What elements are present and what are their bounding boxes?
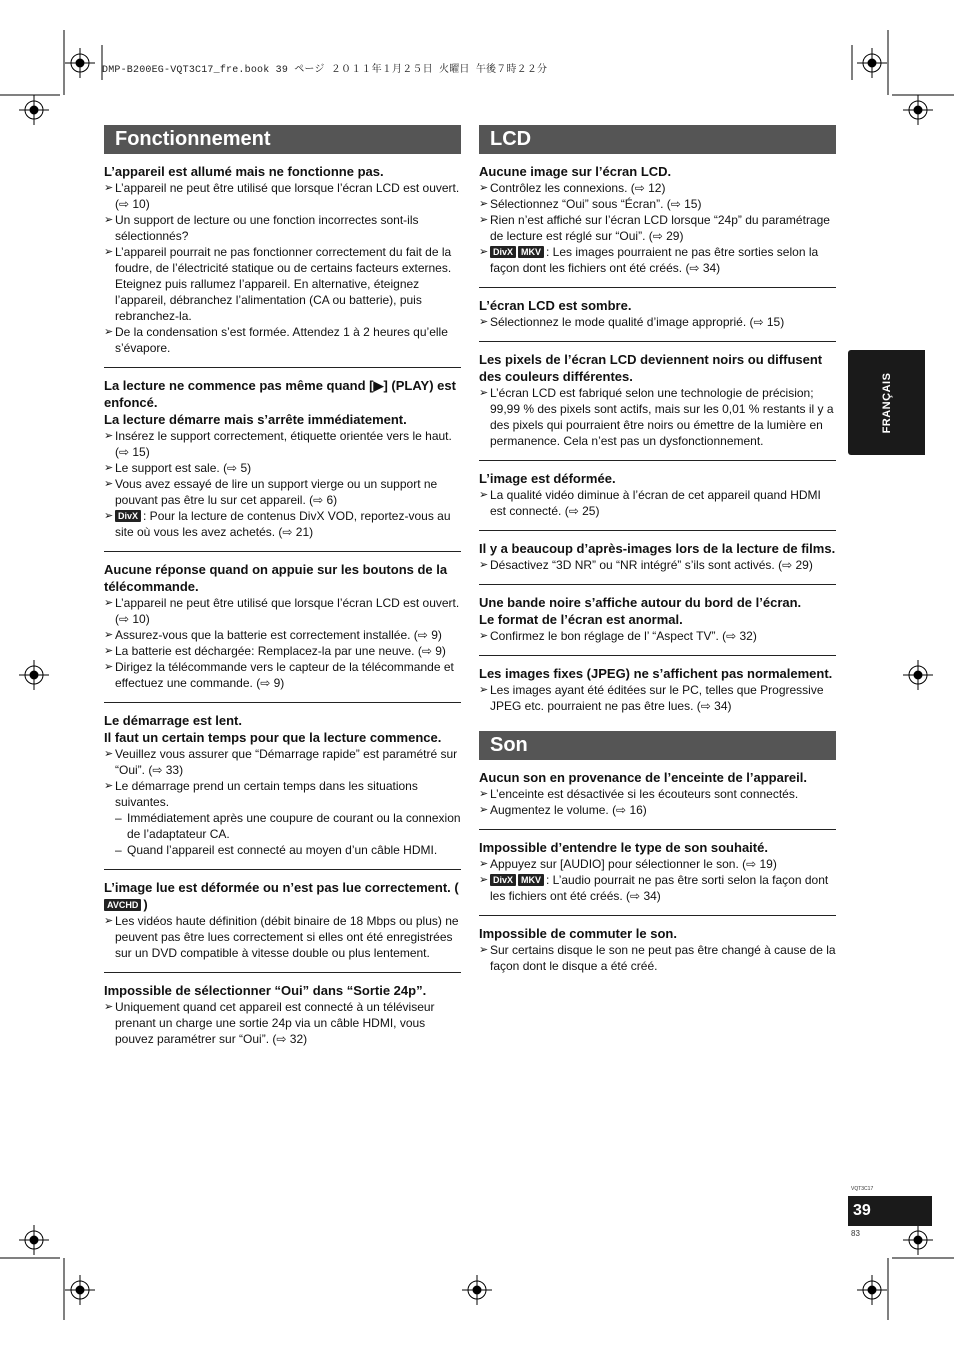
answer-text: Les images ayant été éditées sur le PC, telles que Progressive JPEG etc. pourraient ne pas être lues. (⇨ 34) [490,683,824,713]
question-text: L’image lue est déformée ou n’est pas lue correctement. ( [104,880,459,895]
faq-section [104,702,461,869]
question-heading [479,839,836,856]
arrow-bullet-icon: ➢ [104,214,114,226]
answer-item [479,682,836,714]
answer-text: Rien n’est affiché sur l’écran LCD lorsque “24p” du paramétrage de lecture est réglé sur “Oui”. (⇨ 29) [490,213,830,243]
page-number: 39 [848,1196,932,1226]
answer-item [104,324,461,356]
arrow-bullet-icon: ➢ [479,559,489,571]
answer-item [104,180,461,212]
answer-item [479,557,836,573]
answer-item [104,212,461,244]
dash-bullet-icon: – [115,843,122,857]
answer-item [479,180,836,196]
question-heading [104,712,461,729]
faq-section [479,915,836,985]
answer-item [479,487,836,519]
faq-section [104,551,461,702]
answer-text: Le support est sale. (⇨ 5) [115,461,252,475]
format-badge: DivX [490,246,516,258]
section-title-fonctionnement: Fonctionnement [104,125,461,154]
question-text: L’écran LCD est sombre. [479,298,632,313]
arrow-bullet-icon: ➢ [104,597,114,609]
right-column [479,125,836,985]
arrow-bullet-icon: ➢ [479,489,489,501]
answer-item [104,508,461,540]
answer-text: Sélectionnez “Oui” sous “Écran”. (⇨ 15) [490,197,702,211]
answer-text: Insérez le support correctement, étiquette orientée vers le haut. (⇨ 15) [115,429,452,459]
answer-text: Dirigez la télécommande vers le capteur de la télécommande et effectuez une commande. (⇨ 9) [115,660,454,690]
answer-item [104,476,461,508]
arrow-bullet-icon: ➢ [104,661,114,673]
language-tab-label: FRANÇAIS [880,372,893,433]
faq-section [479,530,836,584]
answer-text: : Les images pourraient ne pas être sorties selon la façon dont les fichiers ont été créés. (⇨ 34) [490,245,819,275]
answer-subitem [104,810,461,842]
answer-text: Augmentez le volume. (⇨ 16) [490,803,647,817]
arrow-bullet-icon: ➢ [104,748,114,760]
answer-text: Contrôlez les connexions. (⇨ 12) [490,181,666,195]
answer-text: Désactivez “3D NR” ou “NR intégré” s’ils sont activés. (⇨ 29) [490,558,813,572]
arrow-bullet-icon: ➢ [104,645,114,657]
question-heading [479,163,836,180]
question-text: L’image est déformée. [479,471,616,486]
question-tail: ) [143,897,148,912]
answer-item [104,913,461,961]
question-heading [104,377,461,411]
arrow-bullet-icon: ➢ [104,629,114,641]
faq-section [479,769,836,829]
arrow-bullet-icon: ➢ [479,630,489,642]
question-text: Les pixels de l’écran LCD deviennent noirs ou diffusent des couleurs différentes. [479,352,823,384]
arrow-bullet-icon: ➢ [479,684,489,696]
language-tab [848,350,925,455]
format-badge: MKV [518,874,544,886]
question-text: Le démarrage est lent. [104,713,242,728]
question-text: Aucun son en provenance de l’enceinte de l’appareil. [479,770,807,785]
answer-text: Sélectionnez le mode qualité d’image approprié. (⇨ 15) [490,315,785,329]
lcd-sections [479,163,836,725]
answer-text: L’appareil ne peut être utilisé que lorsque l’écran LCD est ouvert. (⇨ 10) [115,181,460,211]
question-heading [104,411,461,428]
question-text: Il faut un certain temps pour que la lecture commence. [104,730,442,745]
arrow-bullet-icon: ➢ [479,944,489,956]
arrow-bullet-icon: ➢ [479,858,489,870]
faq-section [104,972,461,1058]
question-text: L’appareil est allumé mais ne fonctionne pas. [104,164,384,179]
answer-text: : Pour la lecture de contenus DivX VOD, reportez-vous au site où vous les avez achetés. (⇨ 21) [115,509,451,539]
section-title-lcd: LCD [479,125,836,154]
arrow-bullet-icon: ➢ [479,182,489,194]
question-text: Impossible de sélectionner “Oui” dans “Sortie 24p”. [104,983,427,998]
faq-section [479,655,836,725]
answer-item [479,385,836,449]
son-sections [479,769,836,985]
question-text: Impossible d’entendre le type de son souhaité. [479,840,768,855]
question-text: Le format de l’écran est anormal. [479,612,683,627]
answer-item [479,786,836,802]
faq-section [479,460,836,530]
arrow-bullet-icon: ➢ [479,214,489,226]
answer-item [104,999,461,1047]
arrow-bullet-icon: ➢ [104,478,114,490]
print-header-line: DMP-B200EG-VQT3C17_fre.book 39 ページ ２０１１年１月２５日 火曜日 午後７時２２分 [102,65,548,76]
arrow-bullet-icon: ➢ [479,874,489,886]
answer-item [104,643,461,659]
answer-text: L’enceinte est désactivée si les écouteurs sont connectés. [490,787,799,801]
question-heading [479,351,836,385]
answer-text: Sur certains disque le son ne peut pas être changé à cause de la façon dont le disque a été créé. [490,943,836,973]
answer-subitem [104,842,461,858]
arrow-bullet-icon: ➢ [479,198,489,210]
subitem-text: Quand l’appareil est connecté au moyen d’un câble HDMI. [127,843,438,857]
format-badge: DivX [115,510,141,522]
answer-item [479,856,836,872]
arrow-bullet-icon: ➢ [479,316,489,328]
question-text: Il y a beaucoup d’après-images lors de la lecture de films. [479,541,836,556]
question-text: Les images fixes (JPEG) ne s’affichent pas normalement. [479,666,833,681]
question-heading [479,769,836,786]
question-heading [104,729,461,746]
answer-text: Uniquement quand cet appareil est connecté à un téléviseur prenant un charge une sortie 24p via un câble HDMI, vous pouvez paramétrer sur “Oui”. (⇨ 32) [115,1000,435,1046]
answer-text: Assurez-vous que la batterie est correctement installée. (⇨ 9) [115,628,442,642]
arrow-bullet-icon: ➢ [104,182,114,194]
arrow-bullet-icon: ➢ [479,788,489,800]
question-heading [479,470,836,487]
answer-text: : L’audio pourrait ne pas être sorti selon la façon dont les fichiers ont été créés. (⇨ 34) [490,873,829,903]
arrow-bullet-icon: ➢ [104,780,114,792]
answer-text: Veuillez vous assurer que “Démarrage rapide” est paramétré sur “Oui”. (⇨ 33) [115,747,458,777]
faq-section [104,869,461,972]
question-heading [104,163,461,180]
arrow-bullet-icon: ➢ [479,246,489,258]
arrow-bullet-icon: ➢ [104,326,114,338]
answer-item [104,244,461,324]
question-text: Impossible de commuter le son. [479,926,677,941]
faq-section [479,584,836,655]
faq-section [479,341,836,460]
question-heading [479,540,836,557]
section-title-son: Son [479,731,836,760]
question-text: La lecture démarre mais s’arrête immédiatement. [104,412,407,427]
question-text: Une bande noire s’affiche autour du bord de l’écran. [479,595,802,610]
answer-item [479,244,836,276]
answer-item [479,872,836,904]
format-badge: AVCHD [104,899,141,911]
answer-text: La batterie est déchargée: Remplacez-la par une neuve. (⇨ 9) [115,644,446,658]
answer-text: L’appareil pourrait ne pas fonctionner correctement du fait de la foudre, de l’électricité statique ou de certains facteurs externes. Eteignez puis rallumez l’appareil. En alternative, éteignez l’appareil, débranchez l’alimentation (CA ou batterie), puis rebranchez-la. [115,245,452,323]
answer-text: L’écran LCD est fabriqué selon une technologie de précision; 99,99 % des pixels sont actifs, mais sur les 0,01 % restants il y a des pixels qui pourraient être noirs ou émettre de la lumière en permanence. Cela n’est pas un dysfonctionnement. [490,386,834,448]
secondary-page-number: 83 [851,1229,860,1238]
fonctionnement-sections [104,163,461,1058]
answer-item [479,628,836,644]
question-heading [479,611,836,628]
question-heading [104,982,461,999]
question-text: Aucune image sur l’écran LCD. [479,164,672,179]
subitem-text: Immédiatement après une coupure de courant ou la connexion de l’adaptateur CA. [127,811,461,841]
answer-item [104,627,461,643]
faq-section [479,163,836,287]
answer-item [104,460,461,476]
answer-text: Le démarrage prend un certain temps dans les situations suivantes. [115,779,418,809]
arrow-bullet-icon: ➢ [104,430,114,442]
answer-item [479,212,836,244]
answer-item [479,802,836,818]
faq-section [104,367,461,551]
arrow-bullet-icon: ➢ [104,462,114,474]
answer-item [104,659,461,691]
question-heading [104,561,461,595]
question-heading [104,879,461,913]
answer-item [104,428,461,460]
arrow-bullet-icon: ➢ [104,246,114,258]
answer-item [104,595,461,627]
left-column [104,125,461,1058]
answer-text: Appuyez sur [AUDIO] pour sélectionner le son. (⇨ 19) [490,857,777,871]
answer-text: Vous avez essayé de lire un support vierge ou un support ne pouvant pas être lu sur cet appareil. (⇨ 6) [115,477,438,507]
faq-section [104,163,461,367]
format-badge: DivX [490,874,516,886]
answer-text: De la condensation s’est formée. Attendez 1 à 2 heures qu’elle s’évapore. [115,325,448,355]
answer-item [479,942,836,974]
answer-item [104,746,461,778]
arrow-bullet-icon: ➢ [104,915,114,927]
answer-item [479,196,836,212]
vqt-code: VQT3C17 [851,1186,874,1192]
question-heading [479,297,836,314]
answer-text: Les vidéos haute définition (débit binaire de 18 Mbps ou plus) ne peuvent pas être lues correctement si elles ont été enregistrées sur un DVD compatible à vitesse double ou plus lentement. [115,914,459,960]
format-badge: MKV [518,246,544,258]
question-heading [479,594,836,611]
dash-bullet-icon: – [115,811,122,825]
arrow-bullet-icon: ➢ [479,804,489,816]
answer-item [479,314,836,330]
arrow-bullet-icon: ➢ [104,510,114,522]
question-text: Aucune réponse quand on appuie sur les boutons de la télécommande. [104,562,448,594]
answer-text: La qualité vidéo diminue à l’écran de cet appareil quand HDMI est connecté. (⇨ 25) [490,488,821,518]
question-heading [479,925,836,942]
faq-section [479,287,836,341]
question-text: La lecture ne commence pas même quand [▶] (PLAY) est enfoncé. [104,378,456,410]
answer-item [104,778,461,810]
arrow-bullet-icon: ➢ [479,387,489,399]
arrow-bullet-icon: ➢ [104,1001,114,1013]
faq-section [479,829,836,915]
answer-text: L’appareil ne peut être utilisé que lorsque l’écran LCD est ouvert. (⇨ 10) [115,596,460,626]
question-heading [479,665,836,682]
answer-text: Confirmez le bon réglage de l’ “Aspect TV”. (⇨ 32) [490,629,757,643]
answer-text: Un support de lecture ou une fonction incorrectes sont-ils sélectionnés? [115,213,419,243]
